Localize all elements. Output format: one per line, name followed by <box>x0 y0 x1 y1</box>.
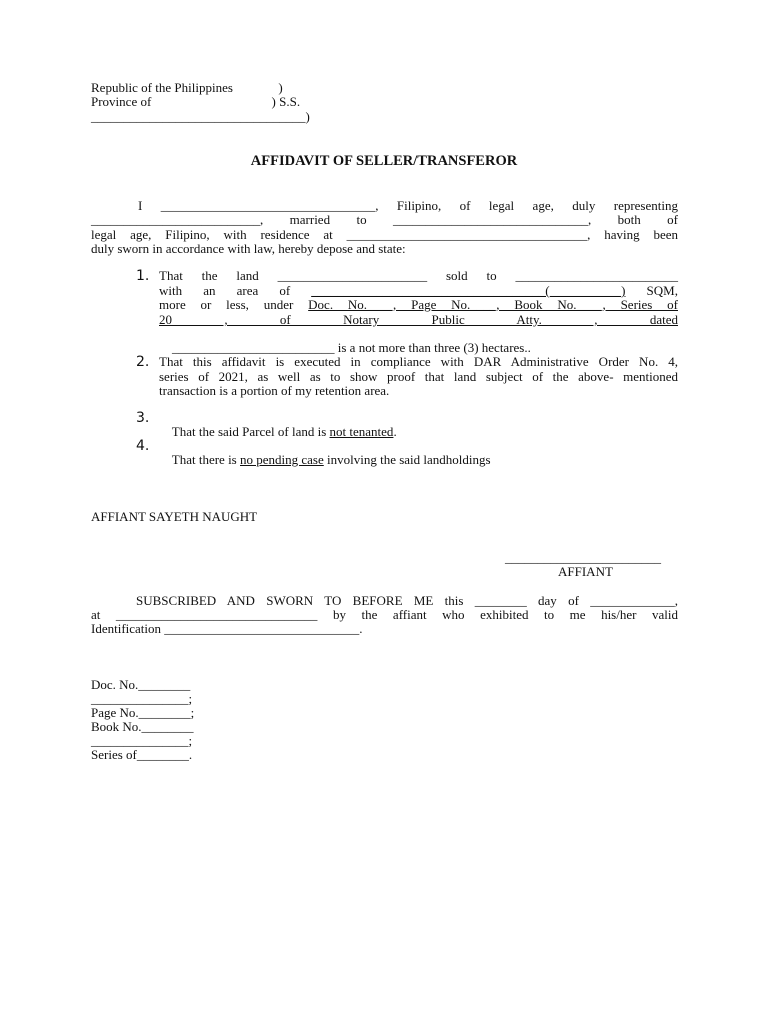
jurat-line-2: at _______________________________ by the affiant who exhibited to me his/her valid <box>91 607 678 622</box>
item-1-line-3: more or less, under Doc. No.____, Page No.____, Book No.____, Series of <box>159 297 678 312</box>
intro-line-3: legal age, Filipino, with residence at _____________________________________, having been <box>91 227 678 242</box>
notarial-book-no: Book No.________ <box>91 719 194 734</box>
notarial-series: Series of________. <box>91 747 193 762</box>
item-2-line-1: That this affidavit is executed in compliance with DAR Administrative Order No. 4, <box>159 354 678 369</box>
item-1-line-1: That the land _______________________ sold to _________________________ <box>159 268 678 283</box>
notarial-doc-no: Doc. No.________ <box>91 677 191 692</box>
signature-line: ________________________ <box>505 550 661 565</box>
notarial-page-no: Page No.________; <box>91 705 195 720</box>
item-2-line-2: series of 2021, as well as to show proof that land subject of the above- mentioned <box>159 369 678 384</box>
notarial-blank: _______________; <box>91 733 193 748</box>
item-3-text: That the said Parcel of land is not tenanted. <box>171 424 397 439</box>
closing-statement: AFFIANT SAYETH NAUGHT <box>91 509 258 524</box>
item-1-line-2: with an area of ____________________________________(___________) SQM, <box>159 283 678 298</box>
jurat-line-1: SUBSCRIBED AND SWORN TO BEFORE ME this ________ day of _____________, <box>136 593 678 608</box>
document-title: AFFIDAVIT OF SELLER/TRANSFEROR <box>250 153 518 169</box>
header-republic: Republic of the Philippines ) <box>91 80 283 95</box>
item-1-line-5: _________________________ is a not more than three (3) hectares.. <box>172 340 531 355</box>
item-number: 2. <box>136 354 150 370</box>
intro-line-2: __________________________, married to ______________________________, both of <box>91 212 678 227</box>
jurat-line-3: Identification ______________________________. <box>91 621 363 636</box>
signature-label: AFFIANT <box>558 564 613 579</box>
item-number: 3. <box>136 410 150 426</box>
header-blank: _________________________________) <box>91 109 310 124</box>
item-4-text: That there is no pending case involving the said landholdings <box>171 452 491 467</box>
notarial-blank: _______________; <box>91 691 193 706</box>
item-number: 1. <box>136 268 150 284</box>
header-province: Province of ) S.S. <box>91 94 301 109</box>
item-1-line-4: 20 , of Notary Public Atty. , dated <box>159 312 678 327</box>
intro-line-1: I _________________________________, Filipino, of legal age, duly representing <box>138 198 678 213</box>
item-number: 4. <box>136 438 150 454</box>
item-2-line-3: transaction is a portion of my retention area. <box>159 383 390 398</box>
intro-line-4: duly sworn in accordance with law, hereby depose and state: <box>91 241 406 256</box>
